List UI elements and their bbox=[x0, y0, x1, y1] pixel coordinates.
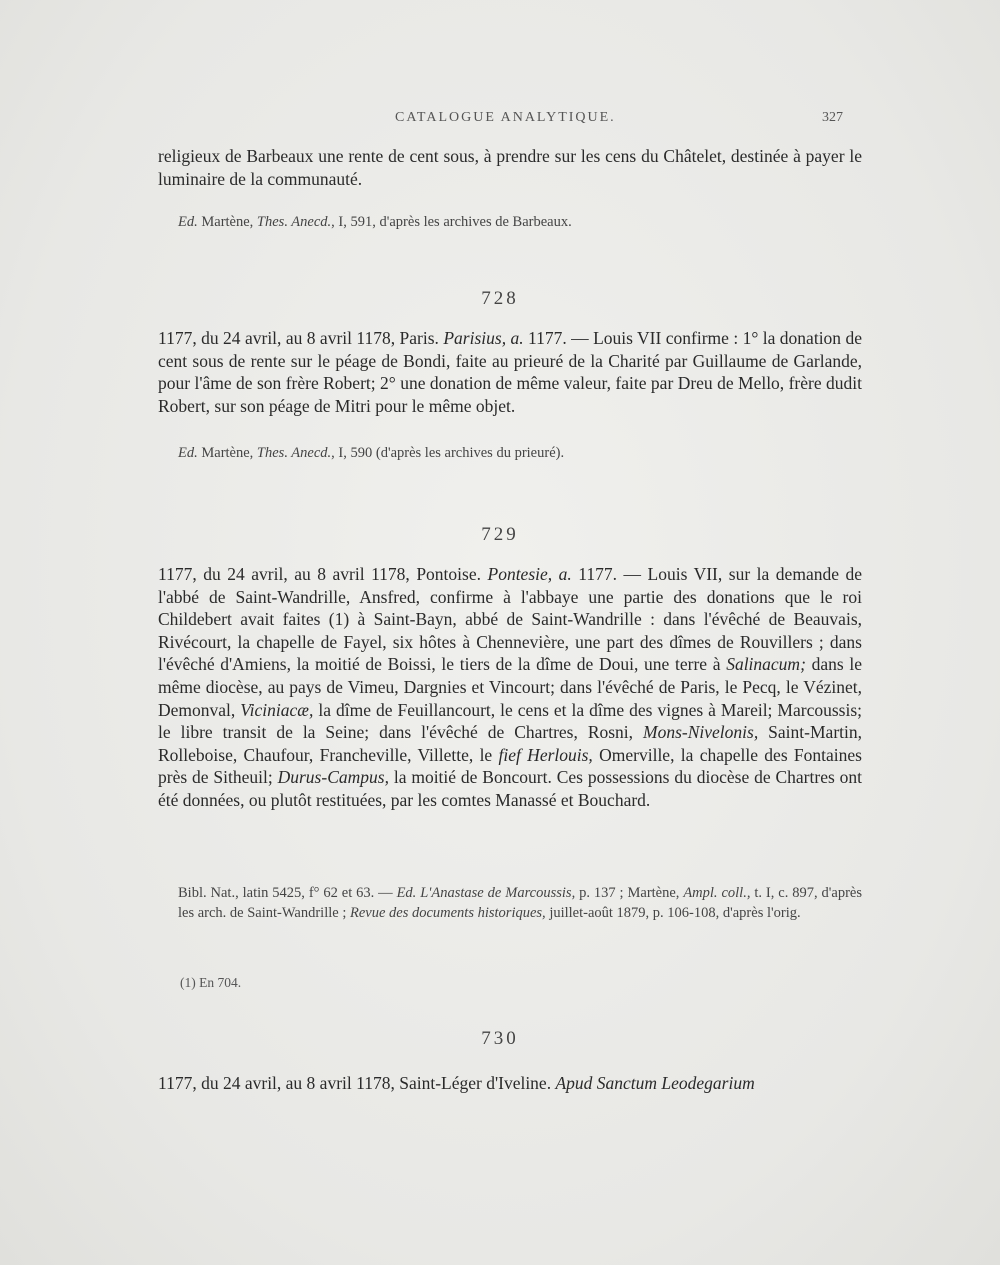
ed-label: Ed. bbox=[178, 445, 198, 461]
footnote: (1) En 704. bbox=[180, 975, 242, 990]
entry-728-body: 1177. — Louis VII confirme : 1° la donation de cent sous de rente sur le péage de Bondi, faite au prieuré de la Charité par Guillaume de Garlande, pour l'âme de son frère Robert; 2° une donation de même valeur, faite par Dreu de Mello, frère dudit Robert, sur son péage de Mitri pour le même objet. bbox=[158, 328, 862, 416]
thes-anecd-title: Thes. Anecd. bbox=[256, 445, 332, 461]
entry-729-body: la dîme de Feuillancourt, le cens et la dîme des vignes à Mareil; Marcoussis; le libre transit de la Seine; dans l'évêché de Chartres, Rosni, bbox=[158, 699, 862, 743]
latin-name: Viciniacæ, bbox=[240, 699, 314, 720]
entry-728-text bbox=[158, 327, 862, 417]
continuation-paragraph: religieux de Barbeaux une rente de cent sous, à prendre sur les cens du Châtelet, destinée à payer le luminaire de la communauté. bbox=[158, 146, 862, 189]
entry-number-728: 728 bbox=[481, 288, 519, 309]
note-text: p. 137 ; Martène, bbox=[575, 885, 684, 901]
latin-name: Durus-Campus, bbox=[277, 767, 389, 788]
note-text: Martène, bbox=[197, 214, 257, 230]
running-head: CATALOGUE ANALYTIQUE. bbox=[395, 110, 616, 125]
note-text: , I, 590 (d'après les archives du prieuré). bbox=[331, 445, 565, 461]
latin-name: Mons-Nivelonis, bbox=[643, 722, 759, 743]
latin-name: Salinacum; bbox=[726, 654, 806, 675]
entry-729-body: 1177. — Louis VII, sur la demande de l'abbé de Saint-Wandrille, Ansfred, confirme à l'abbaye une partie des donations que le roi Childebert avait faites (1) à Saint-Bayn, abbé de Saint-Wandrille : dans l'évêché de Beauvais, Rivécourt, la chapelle de Fayel, six hôtes à Chennevière, une part des dîmes de Rouvillers ; dans l'évêché d'Amiens, la moitié de Boissi, le tiers de la dîme de Doui, une terre à bbox=[158, 564, 863, 675]
entry-728-edition-note bbox=[178, 443, 862, 463]
entry-729-place-latin: Pontesie, a. bbox=[487, 564, 572, 584]
entry-729-body: Omerville, la chapelle des Fontaines près de Sitheuil; bbox=[158, 744, 862, 788]
entry-number-729: 729 bbox=[481, 524, 519, 545]
entry-729-text bbox=[158, 563, 862, 812]
note-text: , I, 591, d'après les archives de Barbeaux. bbox=[331, 214, 572, 230]
entry-729-date: 1177, du 24 avril, au 8 avril 1178, Pontoise. bbox=[158, 564, 488, 584]
note-italic: Ampl. coll., bbox=[683, 885, 751, 901]
entry-730-text bbox=[158, 1072, 862, 1095]
note-italic: Revue des documents historiques, bbox=[349, 905, 546, 921]
note-text: t. I, c. 897, d'après les arch. de Saint-Wandrille ; bbox=[178, 885, 863, 921]
page-number: 327 bbox=[822, 110, 843, 125]
entry-number-730: 730 bbox=[481, 1028, 519, 1049]
ed-label: Ed. bbox=[178, 214, 198, 230]
note-text: juillet-août 1879, p. 106-108, d'après l'orig. bbox=[545, 905, 801, 921]
note-text: Bibl. Nat., latin 5425, f° 62 et 63. — bbox=[178, 885, 397, 901]
entry-729-source-note bbox=[178, 883, 862, 923]
entry-728-date: 1177, du 24 avril, au 8 avril 1178, Paris. bbox=[158, 328, 444, 348]
entry-730-place-latin: Apud Sanctum Leodegarium bbox=[555, 1073, 755, 1093]
entry-728-place-latin: Parisius, a. bbox=[443, 328, 524, 348]
note-italic: Ed. L'Anastase de Marcoussis, bbox=[396, 885, 576, 901]
latin-name: fief Herlouis, bbox=[498, 744, 593, 765]
entry-729-body: Saint-Martin, Rolleboise, Chaufour, Francheville, Villette, le bbox=[158, 722, 862, 765]
entry-730-date: 1177, du 24 avril, au 8 avril 1178, Saint-Léger d'Iveline. bbox=[158, 1073, 556, 1093]
entry-729-body: la moitié de Boncourt. Ces possessions du diocèse de Chartres ont été données, ou plutôt restituées, par les comtes Manassé et Bouchard. bbox=[158, 767, 863, 810]
thes-anecd-title: Thes. Anecd. bbox=[256, 214, 332, 230]
entry-729-body: dans le même diocèse, au pays de Vimeu, Dargnies et Vincourt; dans l'évêché de Paris, le Pecq, le Vézinet, Demonval, bbox=[158, 654, 862, 720]
continuation-edition-note bbox=[178, 212, 862, 232]
note-text: Martène, bbox=[197, 445, 257, 461]
